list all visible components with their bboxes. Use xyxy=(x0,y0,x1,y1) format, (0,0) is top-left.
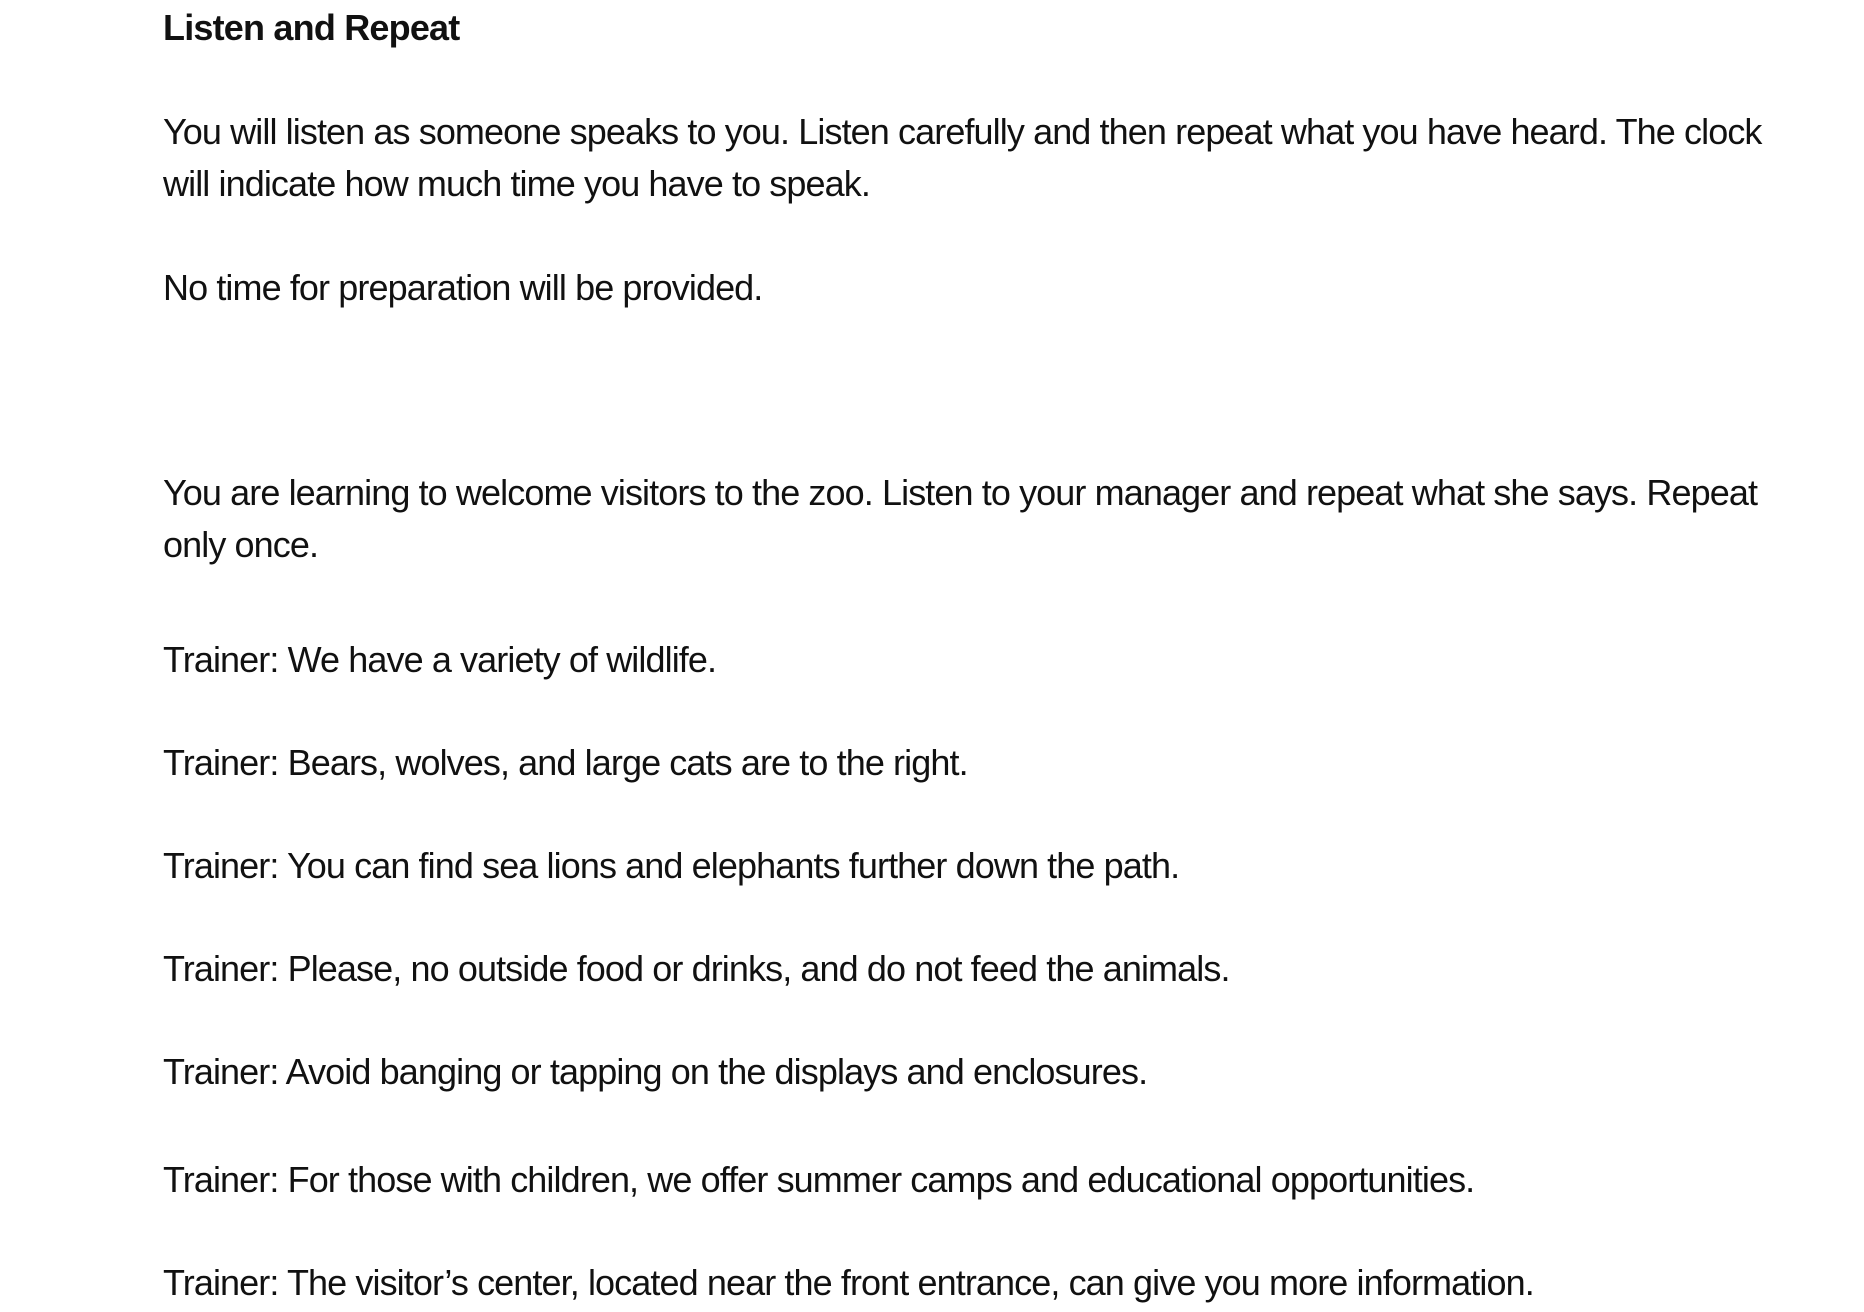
trainer-line: Trainer: Bears, wolves, and large cats are to the right. xyxy=(163,742,968,783)
trainer-line: Trainer: We have a variety of wildlife. xyxy=(163,639,717,680)
trainer-line: Trainer: For those with children, we offer summer camps and educational opportunities. xyxy=(163,1159,1475,1200)
trainer-line: Trainer: The visitor’s center, located near the front entrance, can give you more information. xyxy=(163,1262,1534,1303)
document-page xyxy=(163,0,1763,1312)
scenario-paragraph: You are learning to welcome visitors to the zoo. Listen to your manager and repeat what she says. Repeat only once. xyxy=(163,472,1758,565)
preparation-note: No time for preparation will be provided. xyxy=(163,267,763,308)
page-title: Listen and Repeat xyxy=(163,7,460,48)
trainer-line: Trainer: Please, no outside food or drinks, and do not feed the animals. xyxy=(163,948,1230,989)
trainer-line: Trainer: You can find sea lions and elephants further down the path. xyxy=(163,845,1180,886)
trainer-line: Trainer: Avoid banging or tapping on the displays and enclosures. xyxy=(163,1051,1148,1092)
directions-paragraph: You will listen as someone speaks to you. Listen carefully and then repeat what you have heard. The clock will indicate how much time you have to speak. xyxy=(163,111,1762,204)
